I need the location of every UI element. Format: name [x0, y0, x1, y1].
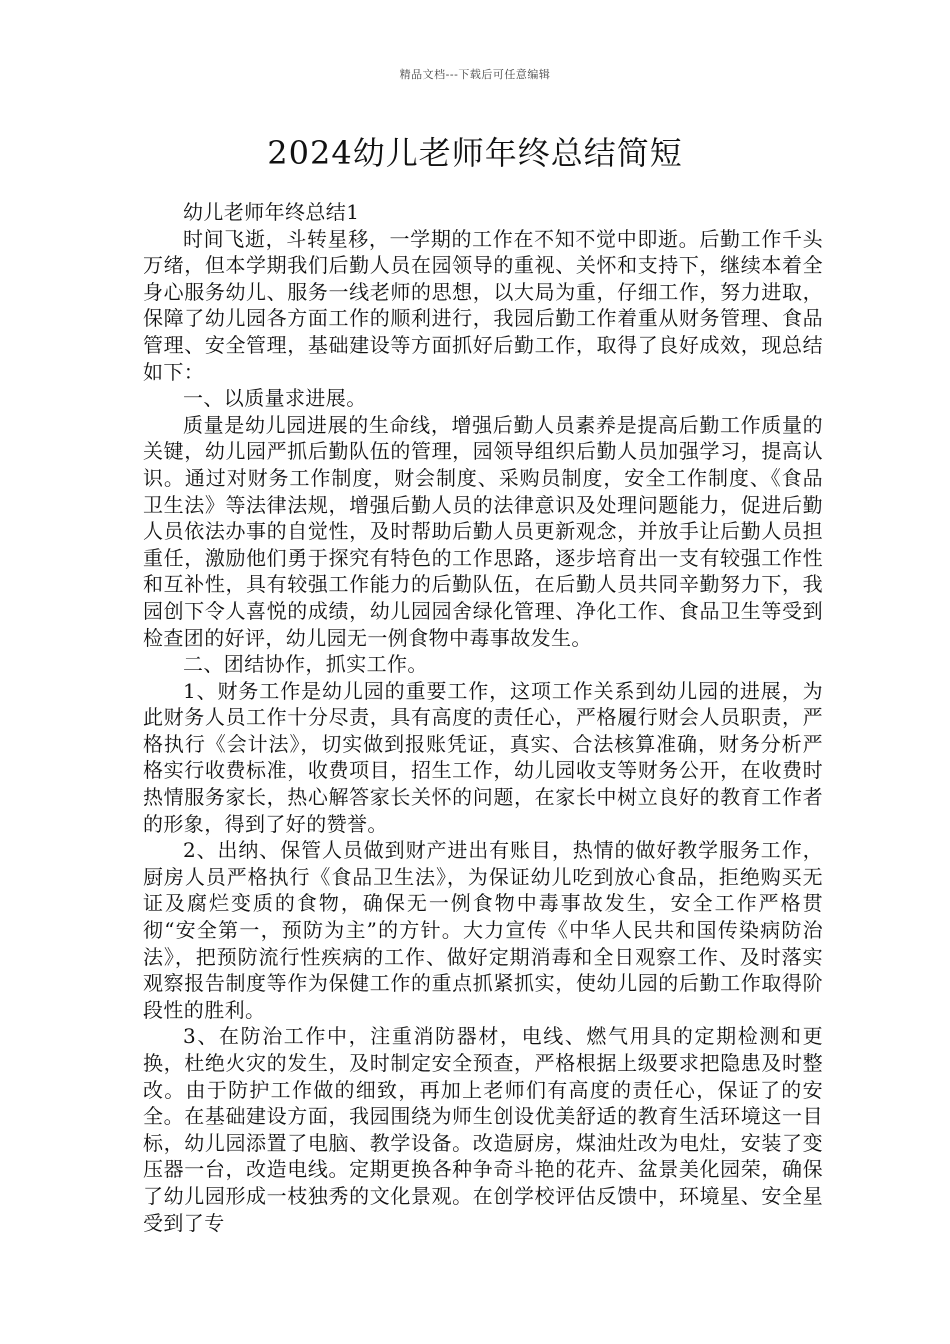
header-note: 精品文档---下载后可任意编辑 — [399, 68, 551, 81]
document-body — [143, 199, 823, 1236]
section-heading-1: 一、以质量求进展。 — [183, 386, 367, 411]
section-heading-2: 二、团结协作，抓实工作。 — [183, 652, 428, 677]
subheading-summary-1: 幼儿老师年终总结1 — [183, 200, 360, 224]
paragraph-cashier: 2、出纳、保管人员做到财产进出有账目，热情的做好教学服务工作，厨房人员严格执行《食品卫生法》，为保证幼儿吃到放心食品，拒绝购买无证及腐烂变质的食物，确保无一例食物中毒事故发生，安全工作严格贯彻“安全第一，预防为主”的方针。大力宣传《中华人民共和国传染病防治法》，把预防流行性疾病的工作、做好定期消毒和全日观察工作、及时落实观察报告制度等作为保健工作的重点抓紧抓实，使幼儿园的后勤工作取得阶段性的胜利。 — [143, 838, 823, 1022]
paragraph-finance: 1、财务工作是幼儿园的重要工作，这项工作关系到幼儿园的进展，为此财务人员工作十分尽责，具有高度的责任心，严格履行财会人员职责，严格执行《会计法》，切实做到报账凭证，真实、合法核算准确，财务分析严格实行收费标准，收费项目，招生工作，幼儿园收支等财务公开，在收费时热情服务家长，热心解答家长关怀的问题，在家长中树立良好的教育工作者的形象，得到了好的赞誉。 — [143, 678, 823, 836]
paragraph-fire-safety: 3、在防治工作中，注重消防器材，电线、燃气用具的定期检测和更换，杜绝火灾的发生，及时制定安全预查，严格根据上级要求把隐患及时整改。由于防护工作做的细致，再加上老师们有高度的责任心，保证了的安全。在基础建设方面，我园围绕为师生创设优美舒适的教育生活环境这一目标，幼儿园添置了电脑、教学设备。改造厨房，煤油灶改为电灶，安装了变压器一台，改造电线。定期更换各种争奇斗艳的花卉、盆景美化园荣，确保了幼儿园形成一枝独秀的文化景观。在创学校评估反馈中，环境星、安全星受到了专 — [143, 1024, 823, 1235]
paragraph-intro: 时间飞逝，斗转星移，一学期的工作在不知不觉中即逝。后勤工作千头万绪，但本学期我们后勤人员在园领导的重视、关怀和支持下，继续本着全身心服务幼儿、服务一线老师的思想，以大局为重，仔细工作，努力进取，保障了幼儿园各方面工作的顺利进行，我园后勤工作着重从财务管理、食品管理、安全管理，基础建设等方面抓好后勤工作，取得了良好成效，现总结如下： — [143, 226, 823, 384]
paragraph-quality: 质量是幼儿园进展的生命线，增强后勤人员素养是提高后勤工作质量的关键，幼儿园严抓后勤队伍的管理，园领导组织后勤人员加强学习，提高认识。通过对财务工作制度，财会制度、采购员制度，安全工作制度、《食品卫生法》等法律法规，增强后勤人员的法律意识及处理问题能力，促进后勤人员依法办事的自觉性，及时帮助后勤人员更新观念，并放手让后勤人员担重任，激励他们勇于探究有特色的工作思路，逐步培育出一支有较强工作性和互补性，具有较强工作能力的后勤队伍，在后勤人员共同辛勤努力下，我园创下令人喜悦的成绩，幼儿园园舍绿化管理、净化工作、食品卫生等受到检查团的好评，幼儿园无一例食物中毒事故发生。 — [143, 412, 823, 650]
document-title: 2024幼儿老师年终总结简短 — [267, 134, 683, 172]
